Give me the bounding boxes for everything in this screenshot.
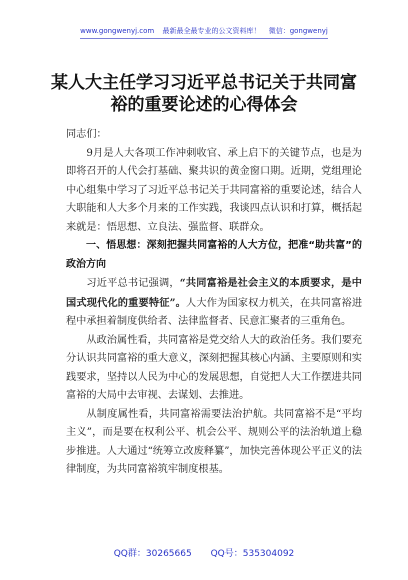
salutation: 同志们： xyxy=(66,129,107,140)
paragraph-institutional: 从制度属性看，共同富裕需要法治护航。共同富裕不是“平均主义”，而是要在权利公平、机会公平、规则公平的法治轨道上稳步推进。人大通过“统筹立改废释纂”，加快完善体现公平正义的法律制度，为共同富裕筑牢制度根基。 xyxy=(66,408,362,475)
quote-text: “共同富裕是社会主义的本质要求，是中国式现代化的重要特征”。 xyxy=(66,277,362,309)
section-heading-1: 一、悟思想：深刻把握共同富裕的人大方位，把准“助共富”的政治方向 xyxy=(66,240,362,270)
page-footer xyxy=(0,546,408,559)
header-wechat: 微信：gongwenyj xyxy=(268,27,328,35)
header-slogan: 最新最全最专业的公文资料库！ xyxy=(162,27,261,35)
quote-follow: 人大作为国家权力机关，在共同富裕进程中承担着制度供给者、法律监督者、民意汇聚者的三重角色。 xyxy=(66,297,363,327)
quote-lead: 习近平总书记强调， xyxy=(86,278,180,289)
document-title: 某人大主任学习习近平总书记关于共同富裕的重要论述的心得体会 xyxy=(51,73,357,115)
paragraph-political: 从政治属性看，共同富裕是党交给人大的政治任务。我们要充分认识共同富裕的重大意义，深刻把握其核心内涵、主要原则和实践要求，坚持以人民为中心的发展思想，自觉把人大工作摆进共同富裕的大局中去审视、去谋划、去推进。 xyxy=(66,334,362,401)
footer-qq: QQ号：535304092 xyxy=(210,549,295,559)
footer-qq-group: QQ群：30265665 xyxy=(113,549,192,559)
header-divider xyxy=(80,38,328,39)
paragraph-intro: 9月是人大各项工作冲刺收官、承上启下的关键节点，也是为即将召开的人代会打基础、聚共识的黄金窗口期。近期，党组理论中心组集中学习了习近平总书记关于共同富裕的重要论述，结合人大职能和人大多个月来的工作实践，我谈四点认识和打算，概括起来就是：悟思想、立良法、强监督、联群众。 xyxy=(66,147,362,233)
document-body xyxy=(66,126,362,480)
header-website-link[interactable]: www.gongwenyj.com xyxy=(80,27,155,35)
paragraph-quote xyxy=(66,274,362,332)
page-header xyxy=(0,26,408,36)
